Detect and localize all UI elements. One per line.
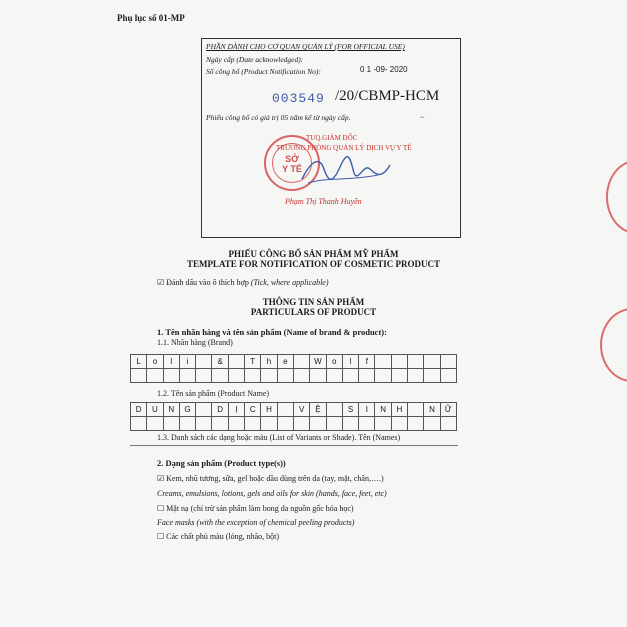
section1-title: 1. Tên nhãn hàng và tên sản phẩm (Name of brand & product): [157, 327, 387, 337]
letter-cell [261, 369, 277, 383]
letter-cell: & [212, 355, 228, 369]
letter-cell [392, 355, 408, 369]
validity-note: Phiếu công bố có giá trị 05 năm kể từ ngày cấp. [206, 113, 351, 122]
letter-cell: o [327, 355, 343, 369]
letter-cell [375, 355, 391, 369]
letter-cell: Ệ [310, 403, 326, 417]
letter-cell [375, 369, 391, 383]
product-name-label: 1.2. Tên sản phẩm (Product Name) [157, 389, 270, 398]
letter-cell [359, 369, 375, 383]
letter-cell: C [245, 403, 261, 417]
letter-cell: o [147, 355, 163, 369]
signer-title-line2: TRƯỞNG PHÒNG QUẢN LÝ DỊCH VỤ Y TẾ [276, 144, 412, 152]
letter-cell [212, 417, 228, 431]
official-header: PHẦN DÀNH CHO CƠ QUAN QUẢN LÝ (FOR OFFICIAL USE) [206, 42, 405, 51]
letter-cell [392, 417, 408, 431]
letter-cell: D [131, 403, 147, 417]
letter-cell: l [164, 355, 180, 369]
letter-cell: H [261, 403, 277, 417]
variants-label: 1.3. Danh sách các dạng hoặc màu (List of Variants or Shade). Tên (Names) [157, 433, 401, 442]
letter-cell: S [343, 403, 359, 417]
letter-cell [343, 417, 359, 431]
tick-instruction-text: Đánh dấu vào ô thích hợp [166, 278, 251, 287]
letter-cell: W [310, 355, 326, 369]
letter-cell [196, 403, 212, 417]
letter-cell: l [343, 355, 359, 369]
notification-number-label: Số công bố (Product Notification No): [206, 67, 321, 76]
letter-cell [294, 369, 310, 383]
form-title-vn: PHIẾU CÔNG BỐ SẢN PHẨM MỸ PHẨM [228, 249, 399, 259]
letter-cell: H [392, 403, 408, 417]
seal-text-line2: Y TẾ [282, 164, 302, 174]
particulars-title-vn: THÔNG TIN SẢN PHẨM [262, 297, 365, 307]
letter-cell [164, 369, 180, 383]
letter-cell [327, 369, 343, 383]
checked-box-icon: ☑ [157, 278, 165, 287]
letter-cell: G [180, 403, 196, 417]
form-title-en: TEMPLATE FOR NOTIFICATION OF COSMETIC PRODUCT [186, 259, 441, 269]
letter-cell [196, 355, 212, 369]
letter-cell [147, 417, 163, 431]
letter-cell: i [180, 355, 196, 369]
letter-cell [424, 369, 440, 383]
seal-text-line1: SỞ [285, 154, 299, 164]
unchecked-box-icon: ☐ [157, 532, 165, 541]
letter-cell [408, 417, 424, 431]
letter-cell [408, 355, 424, 369]
letter-cell [261, 417, 277, 431]
brand-label: 1.1. Nhãn hàng (Brand) [157, 338, 233, 347]
option-label-en: Creams, emulsions, lotions, gels and oils for skin (hands, face, feet, etc) [157, 489, 387, 498]
letter-cell: f [359, 355, 375, 369]
letter-cell [180, 369, 196, 383]
appendix-label: Phụ lục số 01-MP [117, 13, 185, 23]
letter-cell [441, 417, 457, 431]
letter-cell [131, 369, 147, 383]
letter-cell: T [245, 355, 261, 369]
signer-name: Phạm Thị Thanh Huyền [285, 197, 362, 206]
letter-cell [424, 355, 440, 369]
letter-cell [278, 369, 294, 383]
letter-cell [392, 369, 408, 383]
letter-cell: L [131, 355, 147, 369]
particulars-title-en: PARTICULARS OF PRODUCT [250, 307, 377, 317]
date-acknowledged-label: Ngày cấp (Date acknowledged): [206, 55, 304, 64]
side-stamp-icon [600, 308, 627, 382]
option-label: Kem, nhũ tương, sữa, gel hoặc dầu dùng trên da (tay, mặt, chân,….) [166, 474, 384, 483]
letter-cell [131, 417, 147, 431]
notification-code: /20/CBMP-HCM [335, 88, 440, 104]
letter-cell [229, 355, 245, 369]
letter-cell [441, 369, 457, 383]
letter-cell [164, 417, 180, 431]
letter-cell: I [359, 403, 375, 417]
letter-cell [196, 369, 212, 383]
product-type-option-creams [157, 474, 384, 483]
signature-icon [298, 151, 393, 191]
letter-cell [327, 403, 343, 417]
letter-cell [375, 417, 391, 431]
letter-cell [294, 417, 310, 431]
option-label: Mặt nạ (chỉ trừ sản phẩm làm bong da nguồn gốc hóa học) [166, 504, 354, 513]
tick-instruction-text-en: (Tick, where applicable) [250, 278, 329, 287]
letter-cell: D [212, 403, 228, 417]
side-stamp-icon [606, 160, 627, 234]
official-use-box [201, 38, 461, 238]
letter-cell [310, 417, 326, 431]
brand-letter-grid [130, 354, 457, 383]
letter-cell: Ị [229, 403, 245, 417]
letter-cell [441, 355, 457, 369]
letter-cell [147, 369, 163, 383]
letter-cell [180, 417, 196, 431]
letter-cell [196, 417, 212, 431]
letter-cell: Ữ [441, 403, 457, 417]
letter-cell [327, 417, 343, 431]
signer-title-line1: TUQ.GIÁM ĐỐC [306, 134, 358, 142]
letter-cell: N [424, 403, 440, 417]
letter-cell: h [261, 355, 277, 369]
letter-cell [212, 369, 228, 383]
unchecked-box-icon: ☐ [157, 504, 165, 513]
letter-cell [359, 417, 375, 431]
letter-cell [343, 369, 359, 383]
letter-cell [408, 403, 424, 417]
notification-serial-stamp: 003549 [272, 91, 325, 106]
product-type-option-masks [157, 504, 354, 513]
letter-cell [294, 355, 310, 369]
product-letter-grid [130, 402, 457, 431]
letter-cell [408, 369, 424, 383]
product-type-option-tints [157, 532, 279, 541]
letter-cell: U [147, 403, 163, 417]
letter-cell: N [375, 403, 391, 417]
letter-cell [229, 369, 245, 383]
option-label-en: Face masks (with the exception of chemical peeling products) [157, 518, 355, 527]
tick-instruction [157, 278, 329, 287]
section-divider [130, 445, 458, 446]
letter-cell [310, 369, 326, 383]
letter-cell [245, 369, 261, 383]
section2-title: 2. Dạng sản phẩm (Product type(s)) [157, 458, 286, 468]
pen-mark-icon: ~ [420, 113, 425, 122]
letter-cell [278, 403, 294, 417]
letter-cell [424, 417, 440, 431]
letter-cell: V [294, 403, 310, 417]
option-label: Các chất phủ màu (lỏng, nhão, bột) [166, 532, 280, 541]
date-acknowledged-value: 0 1 -09- 2020 [360, 65, 408, 74]
letter-cell: e [278, 355, 294, 369]
letter-cell: N [164, 403, 180, 417]
letter-cell [229, 417, 245, 431]
checked-box-icon: ☑ [157, 474, 165, 483]
letter-cell [278, 417, 294, 431]
letter-cell [245, 417, 261, 431]
